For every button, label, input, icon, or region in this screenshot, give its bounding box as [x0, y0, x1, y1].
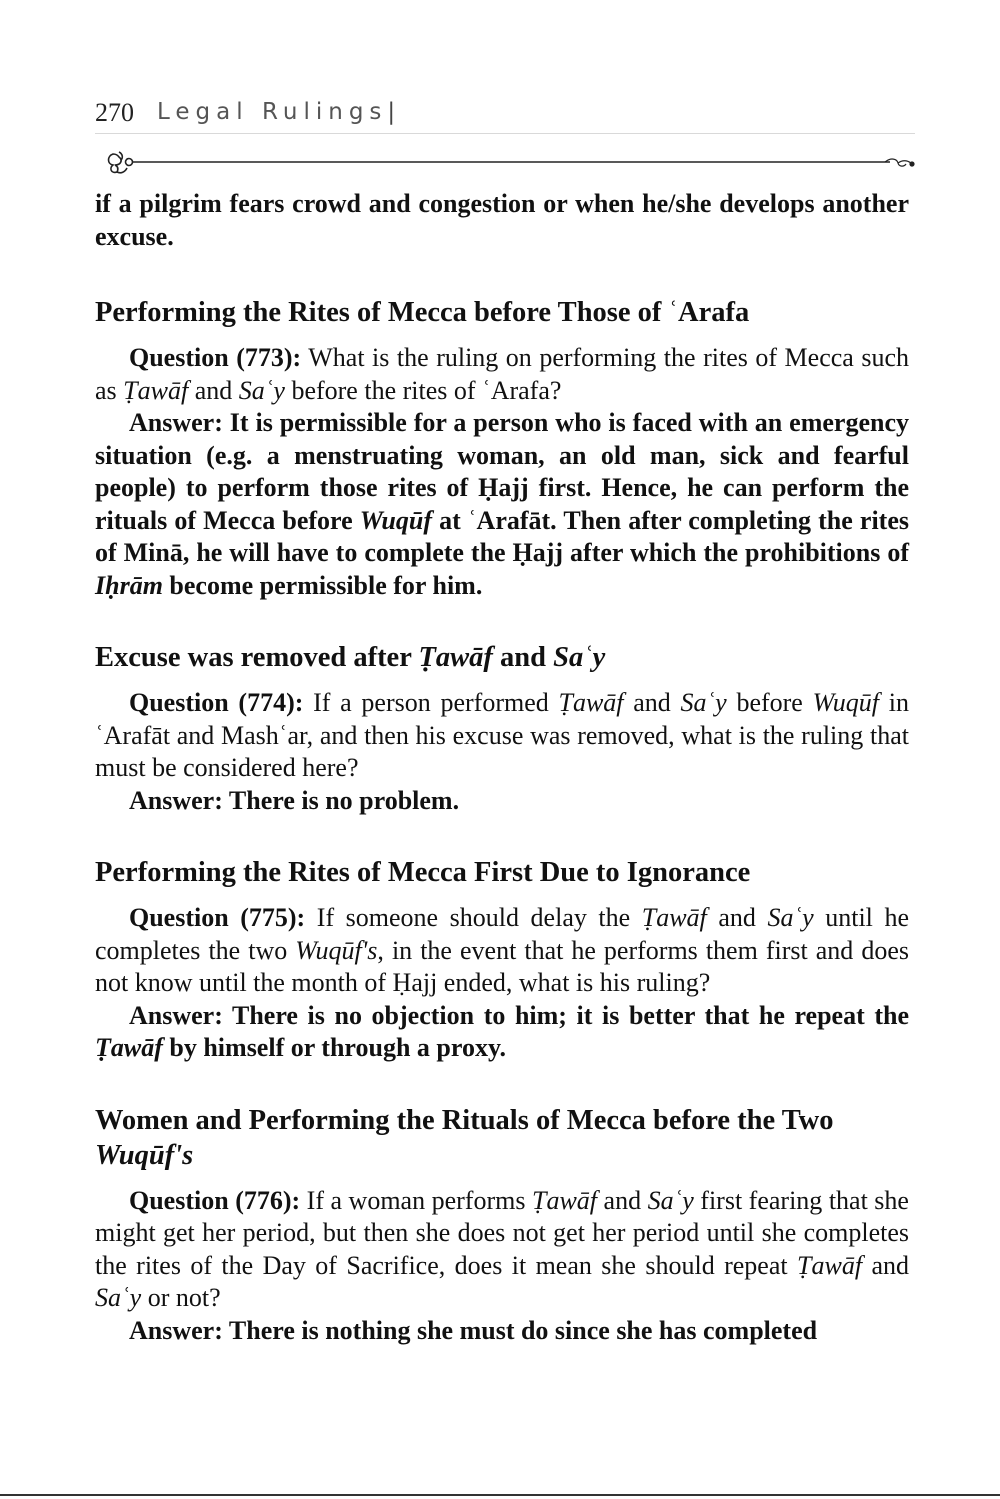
answer-773: Answer: It is permissible for a person who is faced with an emergency situation (e.g. a menstruating woman, an old man, sick and fearful people) to perform those rites of Ḥajj first. Hence, he can perform the rituals of Mecca before Wuqūf at ʿArafāt. Then after completing the rites of Minā, he will have to complete the Ḥajj after which the prohibitions of Iḥrām become permissible for him. — [95, 408, 909, 600]
running-title — [157, 99, 395, 125]
answer-label: Answer: — [129, 408, 223, 437]
page-bottom-border — [0, 1494, 1000, 1496]
question-774: Question (774): If a person performed Ṭawāf and Saʿy before Wuqūf in ʿArafāt and Mashʿar, and then his excuse was removed, what is the ruling that must be considered here? — [95, 688, 909, 782]
answer-label: Answer: — [129, 1315, 223, 1345]
question-773: Question (773): What is the ruling on performing the rites of Mecca such as Ṭawāf and Saʿy before the rites of ʿArafa? — [95, 343, 909, 405]
section-heading-776: Women and Performing the Rituals of Mecca before the Two Wuqūf's — [95, 1104, 834, 1171]
question-775: Question (775): If someone should delay the Ṭawāf and Saʿy until he completes the two Wuqūf's, in the event that he performs them first and does not know until the month of Ḥajj ended, what is his ruling? — [95, 903, 909, 997]
ornamental-divider-icon — [105, 148, 917, 176]
answer-label: Answer: — [129, 785, 223, 815]
section-heading-774: Excuse was removed after Ṭawāf and Saʿy — [95, 642, 606, 673]
running-title-text: Legal Rulings — [157, 99, 388, 125]
section-heading-773: Performing the Rites of Mecca before Those of ʿArafa — [95, 297, 750, 328]
answer-775: Answer: There is no objection to him; it is better that he repeat the Ṭawāf by himself or through a proxy. — [95, 1000, 909, 1062]
question-label: Question (776): — [129, 1185, 301, 1215]
question-label: Question (773): — [129, 343, 302, 372]
question-label: Question (774): — [129, 688, 304, 717]
page-header — [95, 96, 915, 134]
answer-774: Answer: There is no problem. — [129, 785, 460, 815]
title-separator: | — [387, 99, 396, 125]
answer-776: Answer: There is nothing she must do since she has completed — [129, 1315, 818, 1345]
answer-label: Answer: — [129, 1000, 223, 1030]
intro-paragraph: if a pilgrim fears crowd and congestion or when he/she develops another excuse. — [95, 189, 909, 251]
question-776: Question (776): If a woman performs Ṭawāf and Saʿy first fearing that she might get her period, but then she does not get her period until she completes the rites of the Day of Sacrifice, does it mean she should repeat Ṭawāf and Saʿy or not? — [95, 1185, 909, 1312]
page-number: 270 — [95, 98, 134, 127]
section-heading-775: Performing the Rites of Mecca First Due to Ignorance — [95, 857, 751, 888]
page-body — [95, 188, 909, 1347]
question-label: Question (775): — [129, 903, 306, 932]
